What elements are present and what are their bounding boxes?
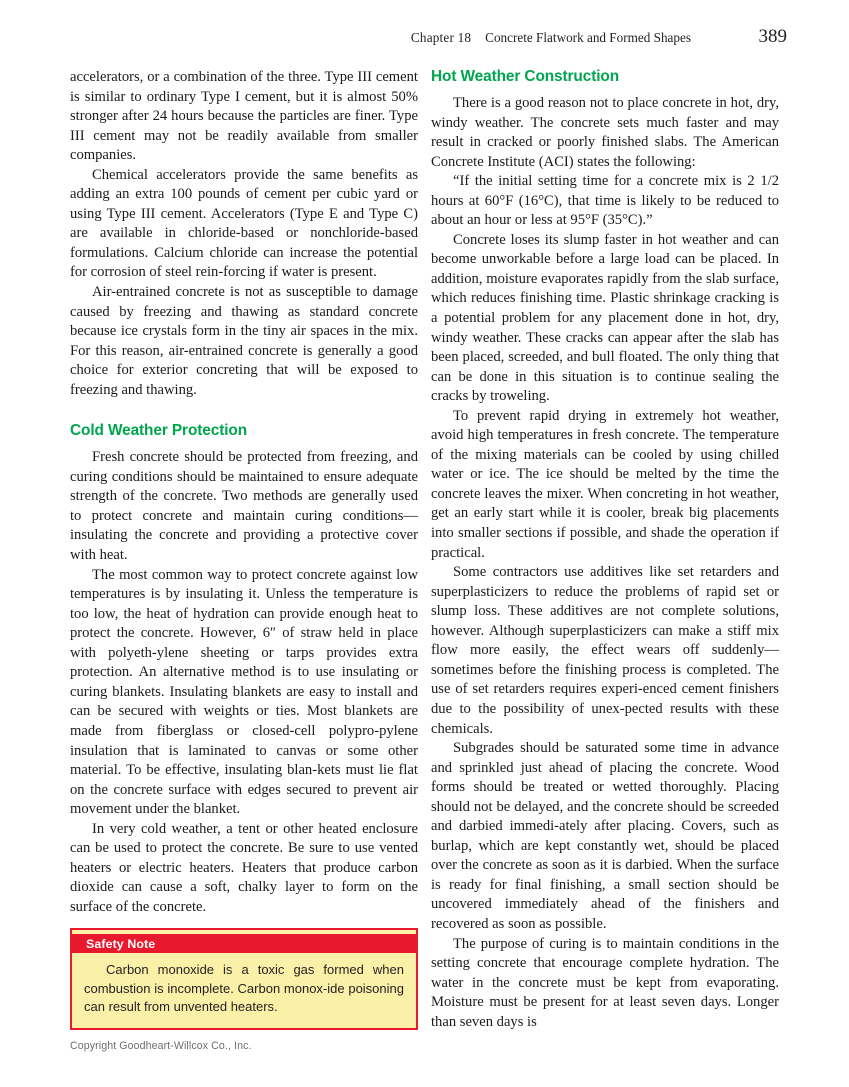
paragraph: Subgrades should be saturated some time in advance and sprinkled just ahead of placing the concrete. Wood forms should be treated or wetted thoroughly. Placing should not be delayed, and the concrete should be screeded and darbied immedi‐ately after placing. Covers, such as burlap, which are kept constantly wet, should be placed over the concrete as soon as it is darbied. When the surface is ready for final finishing, a small section should be uncovered immediately ahead of the finishers and recovered as soon as possible. (431, 740, 779, 932)
running-head-chapter-label: Chapter 18 (410, 30, 472, 45)
paragraph: The purpose of curing is to maintain conditions in the setting concrete that encourage complete hydration. The water in the concrete must be kept from evaporating. Moisture must be present for at least seven days. Longer than seven days is (431, 935, 779, 1030)
safety-note-callout (70, 928, 418, 1030)
safety-note-text: Carbon monoxide is a toxic gas formed when combustion is incomplete. Carbon monox‐ide poisoning can result from unvented heaters. (84, 962, 404, 1015)
paragraph: Air-entrained concrete is not as susceptible to damage caused by freezing and thawing as standard concrete because ice crystals form in the tiny air spaces in the mix. For this reason, air-entrained concrete is generally a good choice for exterior concreting that will be exposed to freezing and thawing. (70, 284, 418, 398)
paragraph: accelerators, or a combination of the three. Type III cement is similar to ordinary Type I cement, but it is almost 50% stronger after 24 hours because the particles are finer. Type III cement may not be readily available from smaller companies. (70, 69, 418, 164)
paragraph: Concrete loses its slump faster in hot weather and can become unworkable before a large load can be placed. In addition, moisture evaporates rapidly from the slab surface, which reduces finishing time. Plastic shrinkage cracking is a potential problem for any placement done in hot, dry, windy weather. These cracks can appear after the slab has been placed, screeded, and bull floated. The only thing that can be done in this situation is to continue sealing the cracks by troweling. (431, 231, 779, 405)
paragraph: Fresh concrete should be protected from freezing, and curing conditions should be maintained to ensure adequate strength of the concrete. Two methods are generally used to protect concrete and maintain curing conditions—insulating the concrete and providing a protective cover with heat. (70, 449, 418, 564)
safety-note-header (72, 934, 416, 953)
safety-note-header-label: Safety Note (86, 936, 156, 951)
section-heading-cold-weather-protection: Cold Weather Protection (70, 422, 247, 440)
running-head-chapter-title: Concrete Flatwork and Formed Shapes (485, 30, 691, 45)
page-number: 389 (758, 26, 787, 47)
paragraph: Some contractors use additives like set retarders and superplasticizers to reduce the problems of rapid set or slump loss. These additives are not complete solutions, however. Although superplasticizers can make a stiff mix flow more easily, the effect wears off suddenly—sometimes before the finishing process is completed. The use of set retarders requires experi‐enced cement finishers due to the possibility of unex‐pected results with these chemicals. (431, 564, 779, 737)
paragraph: The most common way to protect concrete against low temperatures is by insulating it. Unless the temperature is too low, the heat of hydration can provide enough heat to protect the concrete. However, 6″ of straw held in place with polyeth‐ylene sheeting or tarps provides extra protection. An alternative method is to use insulating or curing blankets. Insulating blankets are easy to install and can be secured with weights or ties. Most blankets are made from fiberglass or closed-cell polypro‐pylene insulation that is laminated to canvas or some other material. To be effective, insulating blan‐kets must lie flat on the concrete surface with edges secured to prevent air movement under the blanket. (70, 566, 418, 818)
left-column (70, 68, 418, 1030)
running-head (70, 26, 787, 48)
paragraph: To prevent rapid drying in extremely hot weather, avoid high temperatures in fresh concrete. The temperature of the mixing materials can be cooled by using chilled water or ice. The ice should be melted by the time the concrete leaves the mixer. When concreting in hot weather, get an early start while it is cooler, break big placements into smaller sections if possible, and shade the operation if practical. (431, 407, 779, 561)
right-column (431, 68, 779, 1030)
paragraph: Chemical accelerators provide the same benefits as adding an extra 100 pounds of cement per cubic yard or using Type III cement. Accelerators (Type E and Type C) are available in chloride-based or nonchloride-based formulations. Calcium chloride can increase the potential for corrosion of steel rein‐forcing if water is present. (70, 166, 418, 281)
copyright-footer: Copyright Goodheart-Willcox Co., Inc. (70, 1040, 252, 1052)
section-heading-hot-weather-construction: Hot Weather Construction (431, 68, 619, 85)
safety-note-body (72, 953, 416, 1028)
spacer (431, 86, 779, 94)
spacer (70, 440, 418, 448)
spacer (70, 400, 418, 422)
paragraph: There is a good reason not to place concrete in hot, dry, windy weather. The concrete sets much faster and may result in cracked or poorly finished slabs. The American Concrete Institute (ACI) states the following: (431, 95, 779, 170)
paragraph: “If the initial setting time for a concrete mix is 2 1/2 hours at 60°F (16°C), that time is likely to be reduced to about an hour or less at 95°F (35°C).” (431, 173, 779, 229)
body-columns (70, 68, 779, 1030)
paragraph: In very cold weather, a tent or other heated enclosure can be used to protect the concrete. Be sure to use vented heaters or electric heaters. Heaters that produce carbon dioxide can cause a soft, chalky layer to form on the surface of the concrete. (70, 820, 418, 915)
